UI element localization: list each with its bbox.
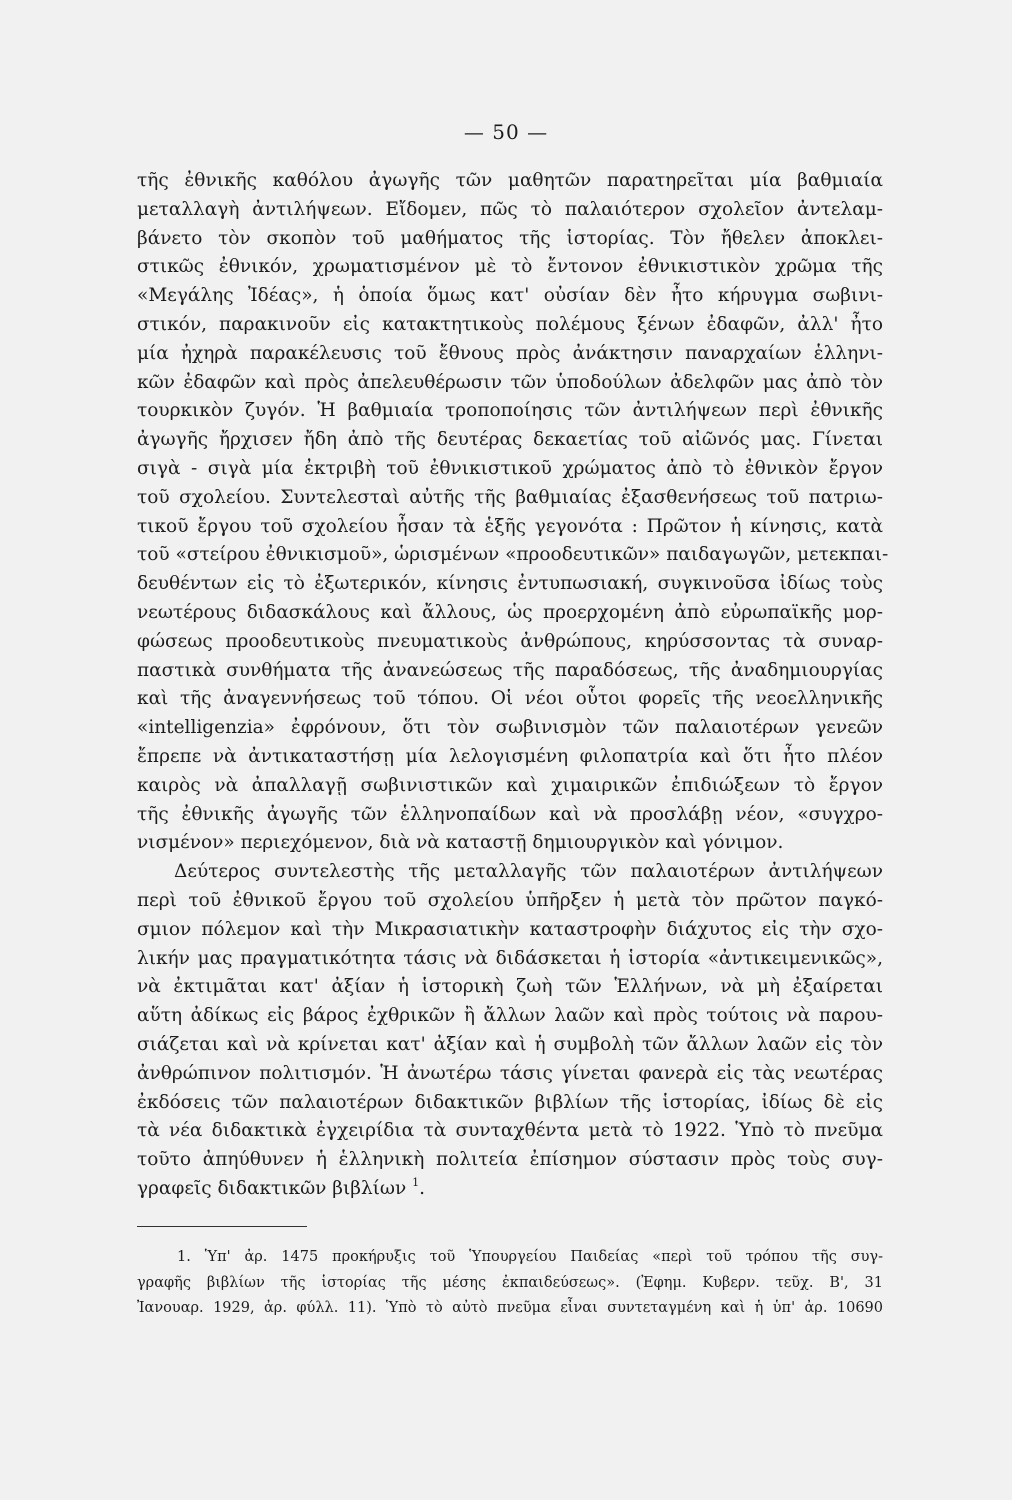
body-line: στικῶς ἐθνικόν, χρωματισμένον μὲ τὸ ἔντονον ἐθνικιστικὸν χρῶμα τῆς (137, 256, 883, 278)
page-number: — 50 — (463, 120, 549, 144)
body-line: τῆς ἐθνικῆς ἀγωγῆς τῶν ἑλληνοπαίδων καὶ νὰ προσλάβῃ νέον, «συγχρο- (137, 803, 883, 825)
body-line: νὰ ἐκτιμᾶται κατ' ἀξίαν ἡ ἱστορικὴ ζωὴ τῶν Ἑλλήνων, νὰ μὴ ἐξαίρεται (137, 976, 883, 998)
body-line: στικόν, παρακινοῦν εἰς κατακτητικοὺς πολέμους ξένων ἐδαφῶν, ἀλλ' ἦτο (137, 313, 883, 335)
body-line: βάνετο τὸν σκοπὸν τοῦ μαθήματος τῆς ἱστορίας. Τὸν ἤθελεν ἀποκλει- (137, 227, 883, 249)
body-line: σιάζεται καὶ νὰ κρίνεται κατ' ἀξίαν καὶ ἡ συμβολὴ τῶν ἄλλων λαῶν εἰς τὸν (137, 1033, 883, 1055)
body-line: μία ἠχηρὰ παρακέλευσις τοῦ ἔθνους πρὸς ἀνάκτησιν παναρχαίων ἑλληνι- (137, 342, 883, 364)
footnote-line: 1. Ὑπ' ἀρ. 1475 προκήρυξις τοῦ Ὑπουργείου Παιδείας «περὶ τοῦ τρόπου τῆς συγ- (177, 1249, 883, 1265)
body-line: καιρὸς νὰ ἀπαλλαγῇ σωβινιστικῶν καὶ χιμαιρικῶν ἐπιδιώξεων τὸ ἔργον (137, 774, 883, 796)
body-line: καὶ τῆς ἀναγεννήσεως τοῦ τόπου. Οἱ νέοι οὗτοι φορεῖς τῆς νεοελληνικῆς (137, 688, 883, 710)
body-line: «Μεγάλης Ἰδέας», ἡ ὁποία ὅμως κατ' οὐσίαν δὲν ἦτο κήρυγμα σωβινι- (137, 285, 883, 307)
body-line: Δεύτερος συντελεστὴς τῆς μεταλλαγῆς τῶν παλαιοτέρων ἀντιλήψεων (174, 861, 883, 883)
body-line: μεταλλαγὴ ἀντιλήψεων. Εἴδομεν, πῶς τὸ παλαιότερον σχολεῖον ἀντελαμ- (137, 198, 883, 220)
body-line-text: γραφεῖς διδακτικῶν βιβλίων (137, 1177, 407, 1199)
body-line: περὶ τοῦ ἐθνικοῦ ἔργου τοῦ σχολείου ὑπῆρξεν ἡ μετὰ τὸν πρῶτον παγκό- (137, 889, 883, 911)
body-text (137, 167, 889, 1204)
body-line: ἀνθρώπινον πολιτισμόν. Ἡ ἀνωτέρω τάσις γίνεται φανερὰ εἰς τὰς νεωτέρας (137, 1062, 883, 1084)
body-line: αὕτη ἀδίκως εἰς βάρος ἐχθρικῶν ἢ ἄλλων λαῶν καὶ πρὸς τούτοις νὰ παρου- (137, 1005, 883, 1027)
footnote-line: Ἰανουαρ. 1929, ἀρ. φύλλ. 11). Ὑπὸ τὸ αὐτὸ πνεῦμα εἶναι συντεταγμένη καὶ ἡ ὑπ' ἀρ. 10690 (137, 1300, 883, 1316)
body-line: κῶν ἐδαφῶν καὶ πρὸς ἀπελευθέρωσιν τῶν ὑποδούλων ἀδελφῶν μας ἀπὸ τὸν (137, 371, 883, 393)
body-line: σιγὰ - σιγὰ μία ἐκτριβὴ τοῦ ἐθνικιστικοῦ χρώματος ἀπὸ τὸ ἐθνικὸν ἔργον (137, 457, 883, 479)
footnote-line: γραφῆς βιβλίων τῆς ἱστορίας τῆς μέσης ἐκπαιδεύσεως». (Ἐφημ. Κυβερν. τεῦχ. Β', 31 (137, 1274, 883, 1291)
body-line: δευθέντων εἰς τὸ ἐξωτερικόν, κίνησις ἐντυπωσιακή, συγκινοῦσα ἰδίως τοὺς (137, 573, 883, 595)
body-line: τοῦ σχολείου. Συντελεσταὶ αὐτῆς τῆς βαθμιαίας ἐξασθενήσεως τοῦ πατριω- (137, 486, 883, 508)
body-line: «intelligenzia» ἐφρόνουν, ὅτι τὸν σωβινισμὸν τῶν παλαιοτέρων γενεῶν (137, 717, 883, 739)
footnote-reference[interactable]: 1 (412, 1175, 420, 1189)
body-line: ἔπρεπε νὰ ἀντικαταστήσῃ μία λελογισμένη φιλοπατρία καὶ ὅτι ἦτο πλέον (137, 745, 883, 767)
body-line: νισμένον» περιεχόμενον, διὰ νὰ καταστῇ δημιουργικὸν καὶ γόνιμον. (137, 832, 784, 854)
footnotes (137, 1245, 883, 1322)
body-line: νεωτέρους διδασκάλους καὶ ἄλλους, ὡς προερχομένη ἀπὸ εὐρωπαϊκῆς μορ- (137, 601, 883, 623)
body-line: τοῦτο ἀπηύθυνεν ἡ ἑλληνικὴ πολιτεία ἐπίσημον σύστασιν πρὸς τοὺς συγ- (137, 1149, 883, 1171)
body-line: τὰ νέα διδακτικὰ ἐγχειρίδια τὰ συνταχθέντα μετὰ τὸ 1922. Ὑπὸ τὸ πνεῦμα (137, 1120, 883, 1142)
body-line: τοῦ «στείρου ἐθνικισμοῦ», ὡρισμένων «προοδευτικῶν» παιδαγωγῶν, μετεκπαι- (137, 544, 889, 566)
body-line: τουρκικὸν ζυγόν. Ἡ βαθμιαία τροποποίησις τῶν ἀντιλήψεων περὶ ἐθνικῆς (137, 400, 883, 422)
body-line: λικήν μας πραγματικότητα τάσις νὰ διδάσκεται ἡ ἱστορία «ἀντικειμενικῶς», (137, 947, 883, 969)
body-line: φώσεως προοδευτικοὺς πνευματικοὺς ἀνθρώπους, κηρύσσοντας τὰ συναρ- (137, 630, 883, 652)
body-line: ἀγωγῆς ἤρχισεν ἤδη ἀπὸ τῆς δευτέρας δεκαετίας τοῦ αἰῶνός μας. Γίνεται (137, 429, 883, 451)
body-line: τικοῦ ἔργου τοῦ σχολείου ἦσαν τὰ ἑξῆς γεγονότα : Πρῶτον ἡ κίνησις, κατὰ (137, 515, 883, 537)
body-line: σμιον πόλεμον καὶ τὴν Μικρασιατικὴν καταστροφὴν διάχυτος εἰς τὴν σχο- (137, 918, 883, 940)
body-line: παστικὰ συνθήματα τῆς ἀνανεώσεως τῆς παραδόσεως, τῆς ἀναδημιουργίας (137, 659, 883, 681)
body-line: ἐκδόσεις τῶν παλαιοτέρων διδακτικῶν βιβλίων τῆς ἱστορίας, ἰδίως δὲ εἰς (137, 1091, 883, 1113)
body-line: τῆς ἐθνικῆς καθόλου ἀγωγῆς τῶν μαθητῶν παρατηρεῖται μία βαθμιαία (137, 170, 883, 191)
footnote-divider (137, 1226, 307, 1227)
body-line-final: γραφεῖς διδακτικῶν βιβλίων $^1$. (137, 1175, 426, 1199)
